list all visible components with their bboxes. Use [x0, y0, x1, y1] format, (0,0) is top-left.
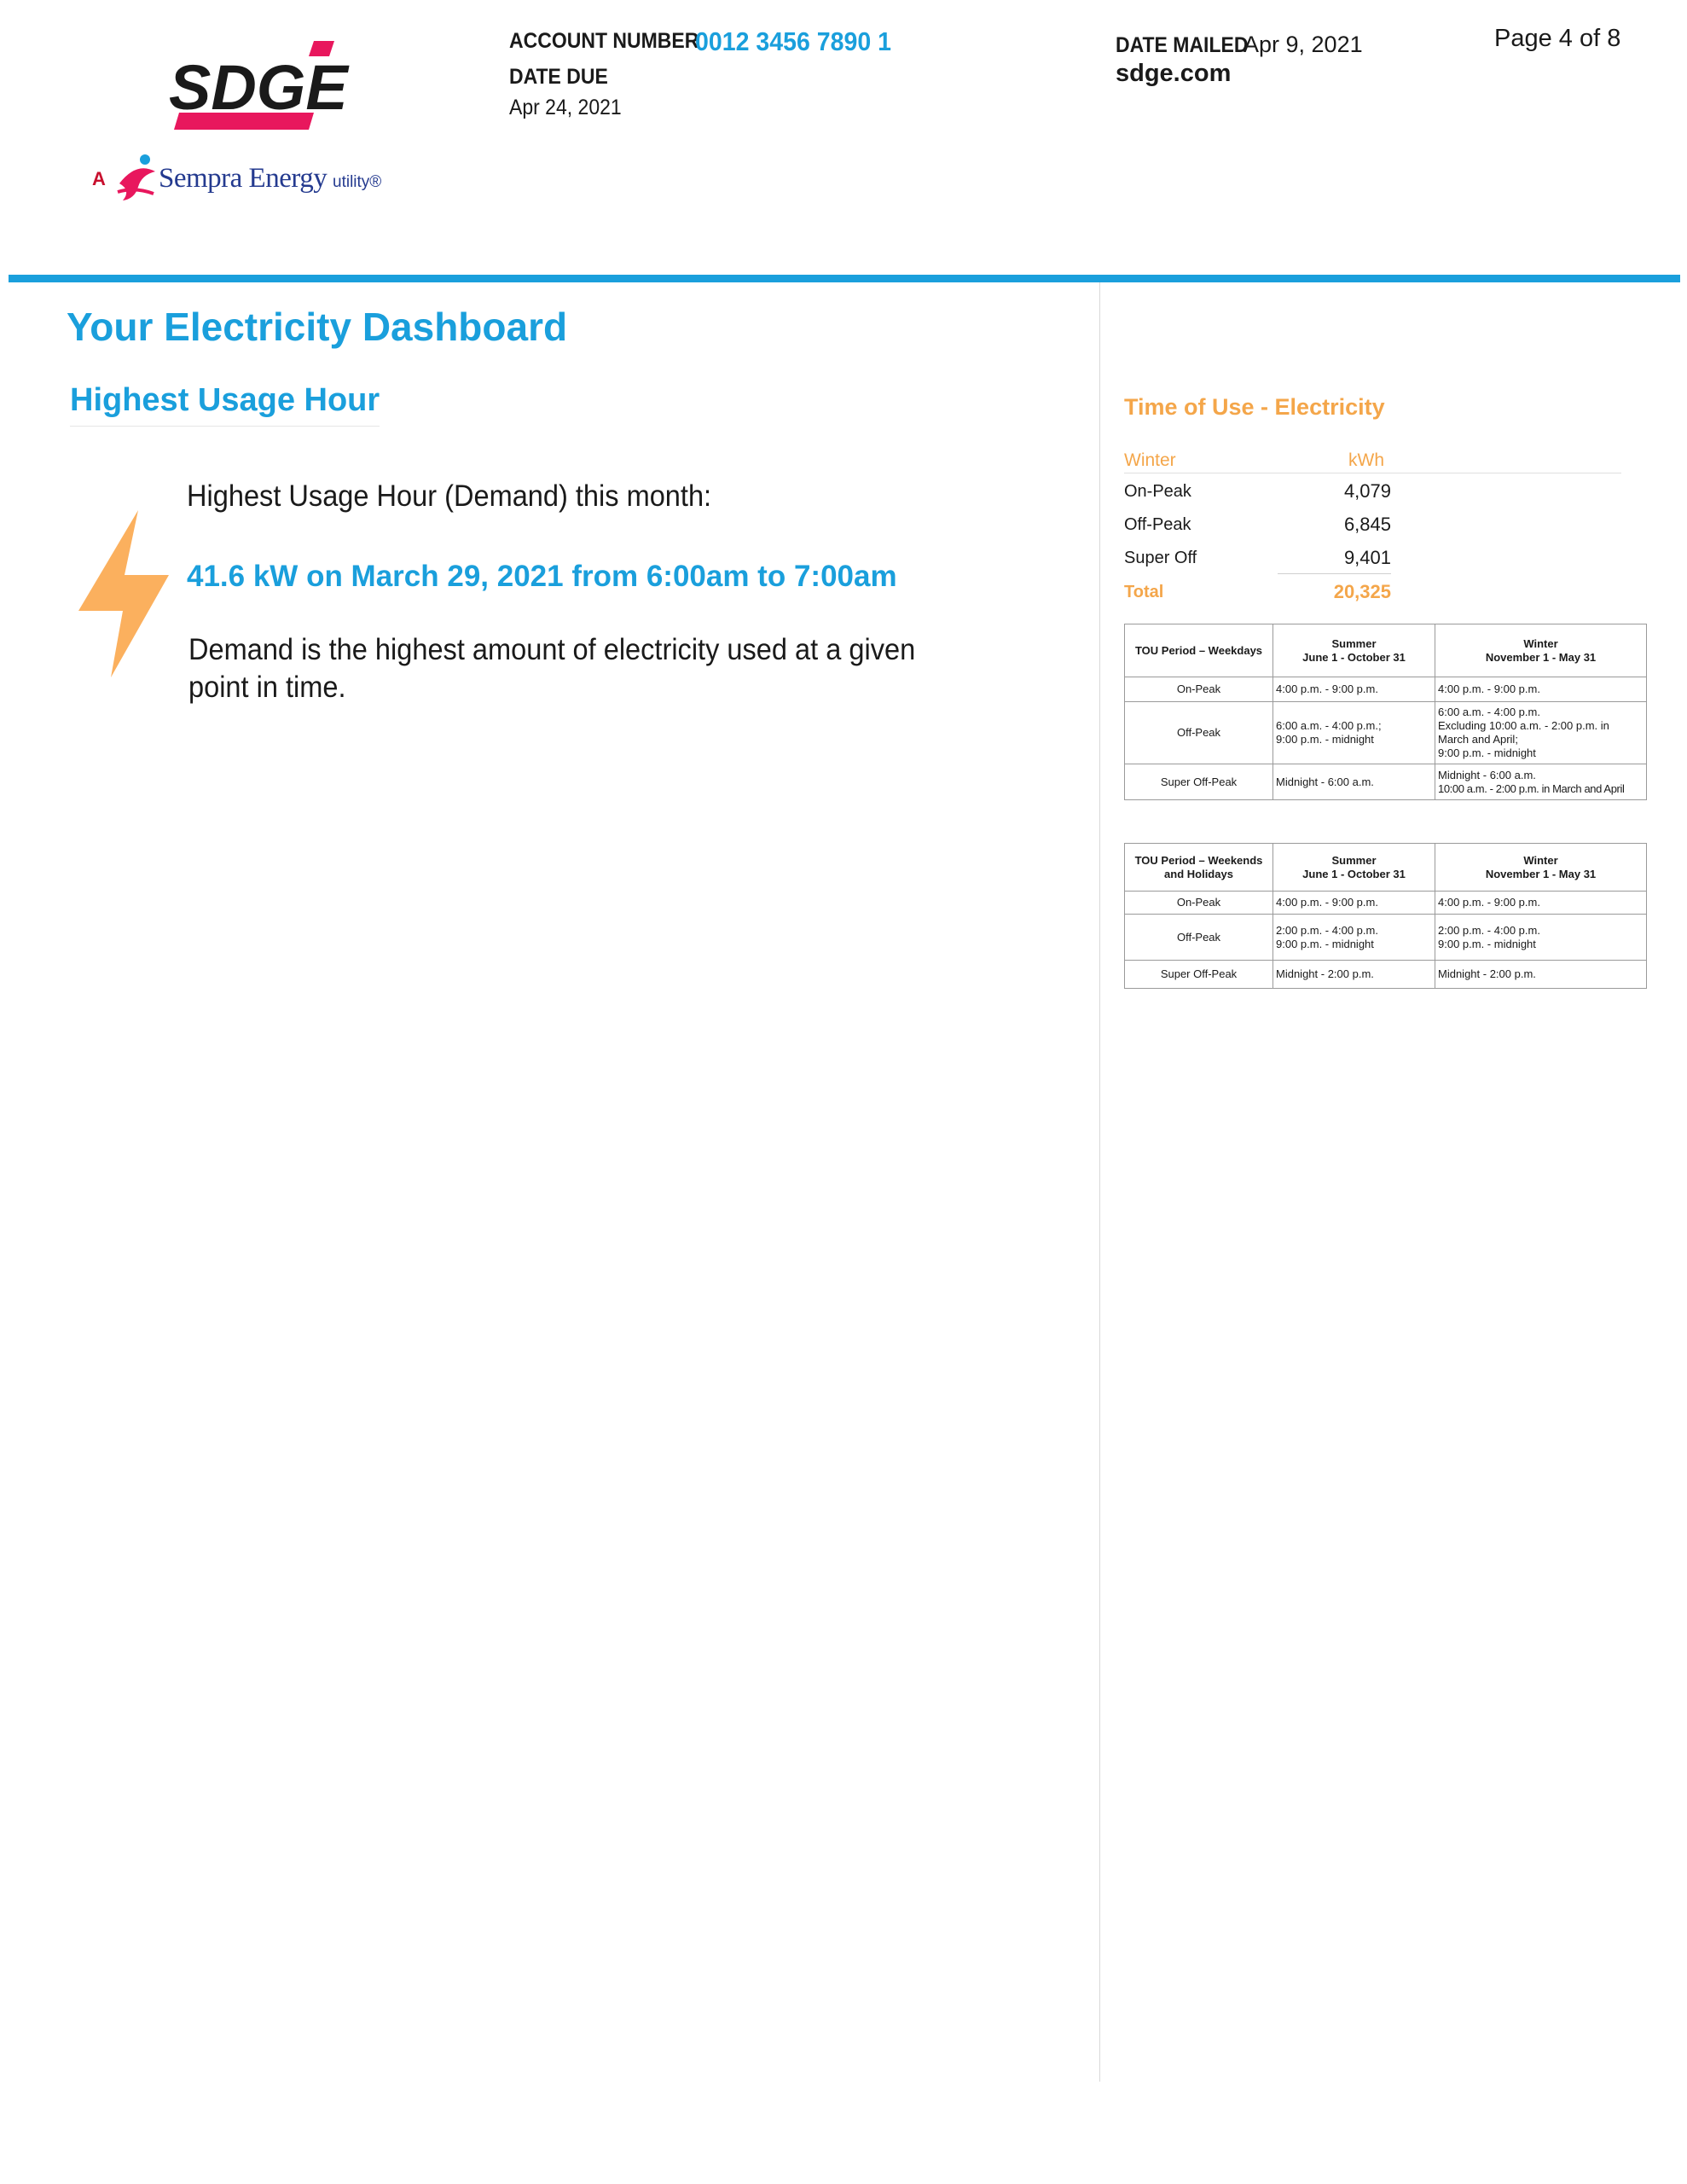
summer-header-line1: Summer [1331, 636, 1377, 650]
total-label: Total [1124, 583, 1164, 601]
total-rule [1278, 573, 1391, 574]
table-row [1125, 764, 1647, 800]
kwh-table-header [1124, 447, 1621, 473]
date-mailed-label: DATE MAILED [1116, 33, 1249, 57]
summer-cell [1273, 892, 1435, 915]
table-row [1125, 702, 1647, 764]
summer-cell-line: 2:00 p.m. - 4:00 p.m. [1276, 923, 1378, 937]
winter-header [1435, 844, 1647, 892]
winter-cell-line: 9:00 p.m. - midnight [1438, 937, 1536, 950]
table-row [1125, 915, 1647, 961]
page-title: Your Electricity Dashboard [67, 305, 568, 349]
summer-header-line2: June 1 - October 31 [1302, 650, 1406, 664]
summer-cell-line: 9:00 p.m. - midnight [1276, 733, 1374, 746]
period-header-line1: TOU Period – Weekends [1134, 853, 1263, 867]
usage-description: Demand is the highest amount of electricity used at a given point in time. [188, 633, 916, 704]
summer-cell [1273, 961, 1435, 989]
summer-header [1273, 844, 1435, 892]
winter-cell-line: 6:00 a.m. - 4:00 p.m. [1438, 706, 1540, 718]
period-cell: On-Peak [1125, 677, 1273, 702]
summer-cell [1273, 677, 1435, 702]
table-header-row [1125, 844, 1647, 892]
table-row [1124, 540, 1621, 573]
tou-weekdays-table [1124, 624, 1647, 800]
winter-cell-line: Excluding 10:00 a.m. - 2:00 p.m. in [1438, 719, 1609, 732]
account-number-label: ACCOUNT NUMBER [509, 29, 699, 53]
table-row [1125, 677, 1647, 702]
date-due-value: Apr 24, 2021 [509, 96, 622, 119]
winter-cell [1435, 677, 1647, 702]
sempra-tagline [92, 149, 416, 209]
table-row [1125, 892, 1647, 915]
period-cell: Super Off-Peak [1125, 961, 1273, 989]
row-value: 9,401 [1343, 547, 1391, 568]
period-header [1125, 844, 1273, 892]
row-label: On-Peak [1124, 482, 1191, 501]
date-mailed-value: Apr 9, 2021 [1244, 32, 1363, 57]
table-row [1124, 507, 1621, 540]
total-value: 20,325 [1333, 581, 1391, 602]
summer-cell-line: 4:00 p.m. - 9:00 p.m. [1276, 682, 1378, 695]
period-cell: On-Peak [1125, 892, 1273, 915]
summer-cell [1273, 915, 1435, 961]
tagline-prefix: A [92, 168, 106, 189]
winter-header-line2: November 1 - May 31 [1485, 867, 1597, 880]
period-cell: Super Off-Peak [1125, 764, 1273, 800]
winter-cell [1435, 702, 1647, 764]
winter-header-line1: Winter [1523, 853, 1558, 867]
winter-cell-line: 4:00 p.m. - 9:00 p.m. [1438, 896, 1540, 909]
winter-cell-line: Midnight - 2:00 p.m. [1438, 967, 1536, 980]
summer-cell [1273, 702, 1435, 764]
unit-header: kWh [1348, 450, 1384, 470]
winter-cell [1435, 764, 1647, 800]
usage-value: 41.6 kW on March 29, 2021 from 6:00am to 7:00am [187, 560, 897, 593]
summer-cell-line: 9:00 p.m. - midnight [1276, 937, 1374, 950]
row-label: Super Off [1124, 549, 1197, 567]
winter-header [1435, 624, 1647, 677]
tagline-name: Sempra Energy [159, 163, 328, 194]
winter-header-line2: November 1 - May 31 [1485, 650, 1597, 664]
tou-title: Time of Use - Electricity [1124, 394, 1385, 420]
winter-header-line1: Winter [1523, 636, 1558, 650]
tou-weekends-table [1124, 843, 1647, 989]
usage-intro: Highest Usage Hour (Demand) this month: [187, 479, 712, 513]
winter-cell-line: Midnight - 6:00 a.m. [1438, 768, 1536, 781]
tagline-suffix: utility® [333, 173, 382, 191]
header-divider [9, 275, 1680, 282]
winter-cell-line: March and April; [1438, 733, 1518, 746]
row-value: 6,845 [1343, 514, 1391, 535]
season-header: Winter [1124, 450, 1176, 470]
row-value: 4,079 [1343, 480, 1391, 502]
website-link[interactable]: sdge.com [1116, 60, 1232, 87]
table-row [1125, 961, 1647, 989]
date-due-label: DATE DUE [509, 65, 608, 89]
row-label: Off-Peak [1124, 515, 1191, 534]
winter-cell-line: 4:00 p.m. - 9:00 p.m. [1438, 682, 1540, 695]
sdge-logo-mark [162, 34, 350, 136]
summer-header-line1: Summer [1331, 853, 1377, 867]
table-header-row [1125, 624, 1647, 677]
summer-cell-line: Midnight - 6:00 a.m. [1276, 775, 1374, 788]
summer-header-line2: June 1 - October 31 [1302, 867, 1406, 880]
total-row [1124, 573, 1621, 606]
account-number: 0012 3456 7890 1 [695, 26, 891, 56]
column-divider [1099, 282, 1100, 2082]
summer-cell-line: 6:00 a.m. - 4:00 p.m.; [1276, 719, 1382, 732]
winter-cell [1435, 892, 1647, 915]
period-cell: Off-Peak [1125, 915, 1273, 961]
lightning-bolt-icon [78, 510, 169, 677]
winter-cell [1435, 961, 1647, 989]
winter-cell-line: 10:00 a.m. - 2:00 p.m. in March and April [1438, 781, 1625, 795]
winter-cell-line: 2:00 p.m. - 4:00 p.m. [1438, 923, 1540, 937]
kwh-summary-table [1124, 447, 1621, 606]
sdge-logo-text: SDGE [169, 52, 348, 123]
period-cell: Off-Peak [1125, 702, 1273, 764]
sdge-logo [85, 34, 409, 205]
period-header: TOU Period – Weekdays [1125, 624, 1273, 677]
summer-cell-line: 4:00 p.m. - 9:00 p.m. [1276, 896, 1378, 909]
section-title: Highest Usage Hour [70, 382, 380, 427]
winter-cell-line: 9:00 p.m. - midnight [1438, 746, 1536, 759]
summer-cell [1273, 764, 1435, 800]
sempra-runner-icon [113, 149, 162, 206]
period-header-line2: and Holidays [1164, 867, 1233, 880]
table-row [1124, 473, 1621, 507]
summer-header [1273, 624, 1435, 677]
summer-cell-line: Midnight - 2:00 p.m. [1276, 967, 1374, 980]
page-number: Page 4 of 8 [1494, 25, 1621, 52]
winter-cell [1435, 915, 1647, 961]
